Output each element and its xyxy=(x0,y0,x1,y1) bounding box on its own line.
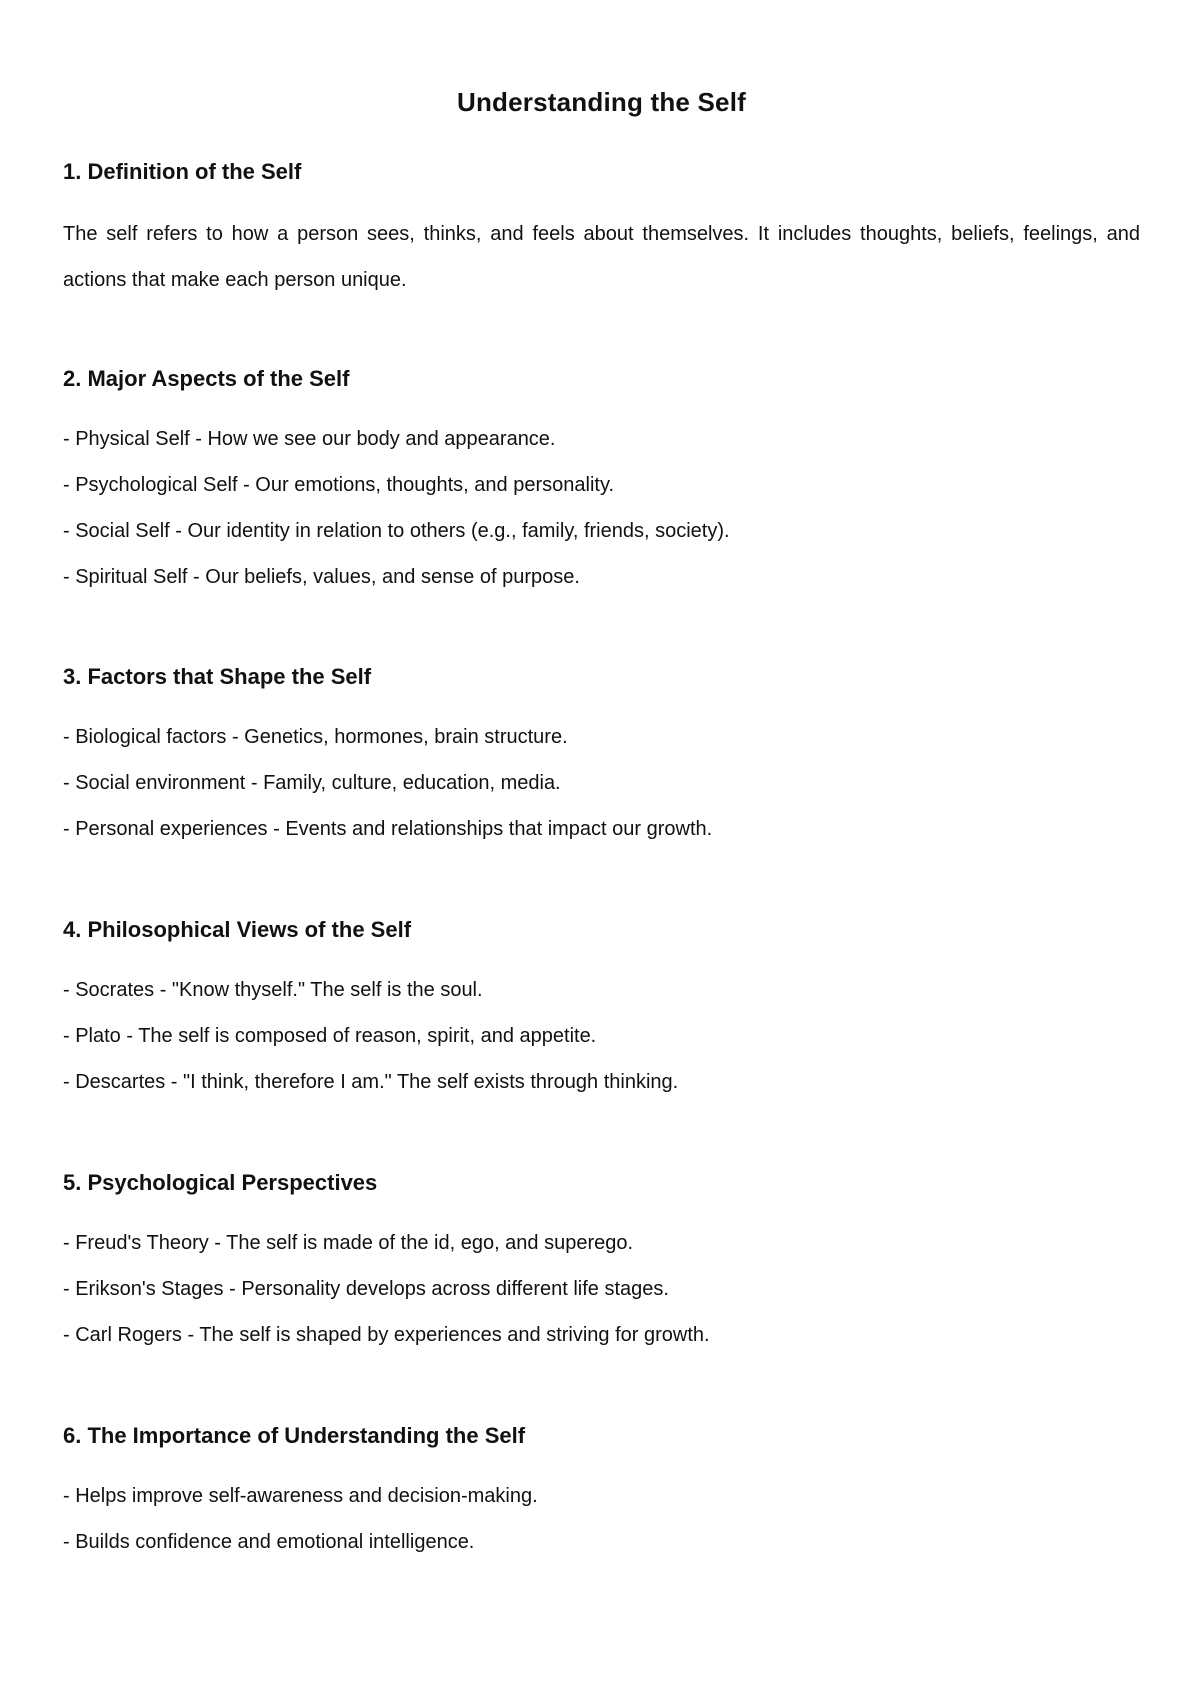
section-importance xyxy=(63,1421,1140,1573)
list-item: - Freud's Theory - The self is made of the id, ego, and superego. xyxy=(63,1232,634,1254)
section-factors xyxy=(63,662,1140,860)
list-item: - Biological factors - Genetics, hormones, brain structure. xyxy=(63,726,568,748)
section-heading: 4. Philosophical Views of the Self xyxy=(63,917,412,942)
section-list xyxy=(63,1228,1140,1366)
section-list xyxy=(63,722,1140,860)
list-item: - Physical Self - How we see our body and appearance. xyxy=(63,428,556,450)
section-list xyxy=(63,975,1140,1113)
list-item: - Psychological Self - Our emotions, thoughts, and personality. xyxy=(63,474,615,496)
list-item: - Plato - The self is composed of reason, spirit, and appetite. xyxy=(63,1025,597,1047)
section-heading: 1. Definition of the Self xyxy=(63,159,302,184)
section-heading: 3. Factors that Shape the Self xyxy=(63,664,372,689)
section-psychological-perspectives xyxy=(63,1168,1140,1366)
list-item: - Helps improve self-awareness and decision-making. xyxy=(63,1485,538,1507)
section-major-aspects xyxy=(63,364,1140,608)
section-list xyxy=(63,424,1140,608)
list-item: - Descartes - "I think, therefore I am." The self exists through thinking. xyxy=(63,1071,679,1093)
document-title: Understanding the Self xyxy=(457,87,746,118)
section-philosophical-views xyxy=(63,915,1140,1113)
section-definition xyxy=(63,157,1140,303)
list-item: - Builds confidence and emotional intelligence. xyxy=(63,1531,475,1553)
section-heading: 6. The Importance of Understanding the Self xyxy=(63,1423,526,1448)
list-item: - Spiritual Self - Our beliefs, values, and sense of purpose. xyxy=(63,566,580,588)
list-item: - Personal experiences - Events and relationships that impact our growth. xyxy=(63,818,713,840)
section-paragraph: The self refers to how a person sees, thinks, and feels about themselves. It includes thoughts, beliefs, feelings, and actions that make each person unique. xyxy=(63,223,1140,291)
list-item: - Social environment - Family, culture, education, media. xyxy=(63,772,561,794)
list-item: - Carl Rogers - The self is shaped by experiences and striving for growth. xyxy=(63,1324,710,1346)
list-item: - Social Self - Our identity in relation to others (e.g., family, friends, society). xyxy=(63,520,730,542)
section-heading: 2. Major Aspects of the Self xyxy=(63,366,350,391)
section-list xyxy=(63,1481,1140,1573)
list-item: - Socrates - "Know thyself." The self is the soul. xyxy=(63,979,483,1001)
list-item: - Erikson's Stages - Personality develops across different life stages. xyxy=(63,1278,669,1300)
section-heading: 5. Psychological Perspectives xyxy=(63,1170,378,1195)
